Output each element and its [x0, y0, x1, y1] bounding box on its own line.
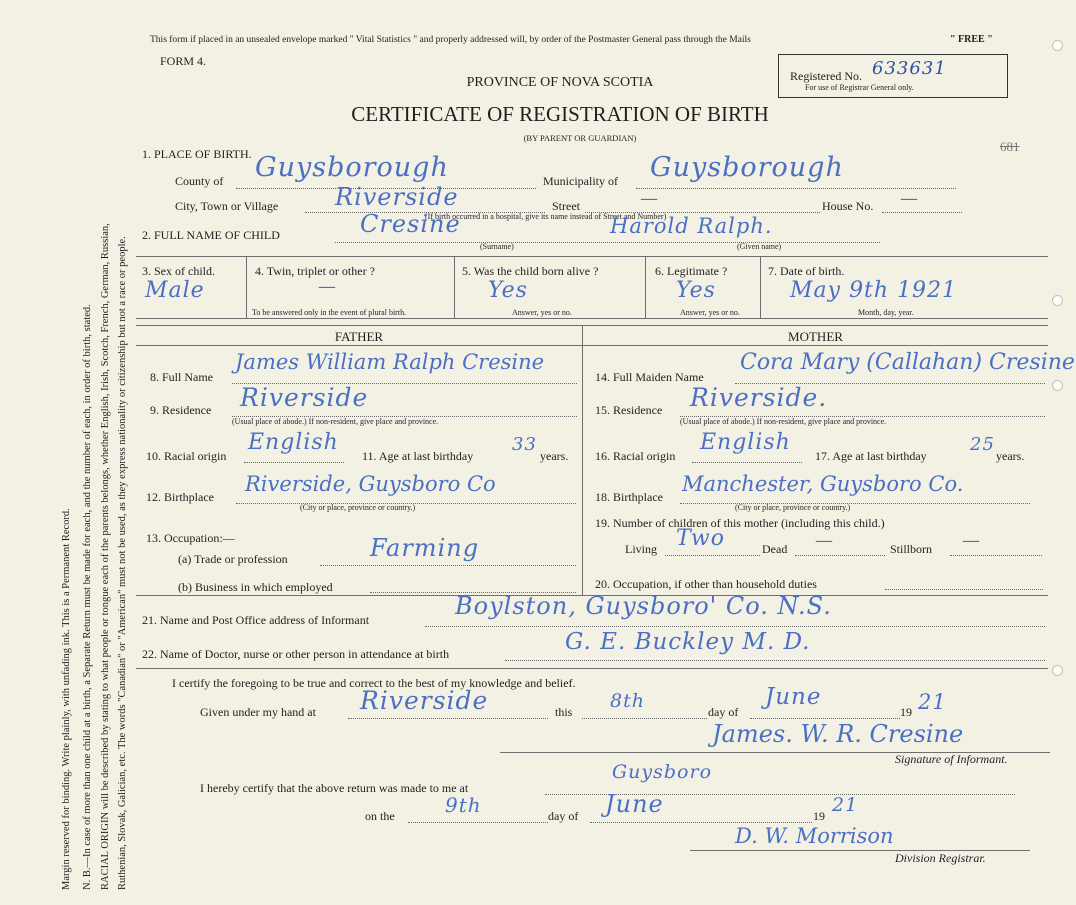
divider	[760, 256, 761, 318]
on-the-label: on the	[365, 809, 395, 823]
divider	[246, 256, 247, 318]
stillborn-line	[950, 555, 1042, 556]
doctor-label: 22. Name of Doctor, nurse or other person in attendance at birth	[142, 647, 450, 661]
stamp-number: 681	[1000, 139, 1020, 154]
divider	[645, 256, 646, 318]
county-label: County of	[175, 174, 224, 188]
legitimate-note: Answer, yes or no.	[680, 308, 740, 317]
occupation-label: 13. Occupation:—	[146, 531, 235, 545]
registrar-note: For use of Registrar General only.	[805, 83, 914, 92]
rule	[136, 256, 1048, 257]
doctor-value: G. E. Buckley M. D.	[565, 629, 811, 655]
mother-racial-label: 16. Racial origin	[595, 449, 676, 463]
certify-month: June	[765, 684, 822, 710]
binding-hole	[1052, 295, 1063, 306]
father-name-label: 8. Full Name	[150, 370, 213, 384]
sex-label: 3. Sex of child.	[142, 264, 215, 278]
city-value: Riverside	[335, 183, 459, 211]
father-birthplace-label: 12. Birthplace	[146, 490, 214, 504]
trade-label: (a) Trade or profession	[178, 552, 288, 566]
certify-day: 8th	[610, 690, 645, 712]
certify-day-of-label: day of	[708, 705, 739, 719]
county-value: Guysborough	[255, 152, 449, 183]
registered-number: 633631	[872, 58, 947, 79]
free-label: " FREE "	[950, 34, 993, 45]
dead-label: Dead	[762, 542, 788, 556]
twin-note: To be answered only in the event of plural birth.	[252, 308, 407, 317]
certify-year: 21	[918, 690, 947, 714]
margin-note-multiple-births: N. B.—In case of more than one child at a birth, a Separate Return must be made for each, and the number of each, in order of birth, stated.	[82, 304, 93, 890]
father-racial-label: 10. Racial origin	[146, 449, 227, 463]
binding-hole	[1052, 380, 1063, 391]
mother-birthplace-line	[680, 503, 1030, 504]
divider	[454, 256, 455, 318]
alive-value: Yes	[488, 278, 528, 303]
child-given-name: Harold Ralph.	[610, 214, 773, 238]
father-residence-note: (Usual place of abode.) If non-resident, give place and province.	[232, 417, 439, 426]
margin-note-binding: Margin reserved for binding. Write plainly, with unfading ink. This is a Permanent Record.	[61, 508, 72, 890]
alive-note: Answer, yes or no.	[512, 308, 572, 317]
dead-line	[795, 555, 885, 556]
registrar-place: Guysboro	[612, 761, 713, 783]
place-of-birth-label: 1. PLACE OF BIRTH.	[142, 147, 252, 161]
birth-date-label: 7. Date of birth.	[768, 264, 845, 278]
municipality-value: Guysborough	[650, 152, 844, 183]
certify-day-line	[582, 718, 707, 719]
father-racial-value: English	[248, 430, 339, 455]
birth-date-value: May 9th 1921	[790, 278, 958, 303]
twin-value: —	[318, 276, 337, 297]
father-heading: FATHER	[334, 329, 384, 344]
municipality-label: Municipality of	[543, 174, 618, 188]
rule	[136, 325, 1048, 326]
registrar-day: 9th	[445, 793, 482, 817]
child-name-line	[335, 242, 880, 243]
given-place-line	[348, 718, 548, 719]
registrar-day-of-label: day of	[548, 809, 579, 823]
mother-birthplace-value: Manchester, Guysboro Co.	[682, 472, 964, 496]
living-label: Living	[625, 542, 657, 556]
child-name-label: 2. FULL NAME OF CHILD	[142, 228, 280, 242]
father-racial-line	[244, 462, 344, 463]
margin-note-racial-origin-2: Ruthenian, Slovak, Galician, etc. The words "Canadian" or "American" must not be used, as they express nationality or citizenship but not a race or people.	[117, 236, 128, 890]
informant-signature: James. W. R. Cresine	[712, 720, 964, 748]
mother-heading: MOTHER	[788, 329, 843, 344]
legitimate-value: Yes	[676, 278, 716, 303]
mother-name-value: Cora Mary (Callahan) Cresine	[740, 350, 1075, 375]
house-line	[882, 212, 962, 213]
province-heading: PROVINCE OF NOVA SCOTIA	[466, 75, 654, 90]
mother-racial-line	[692, 462, 802, 463]
birth-date-note: Month, day, year.	[858, 308, 914, 317]
house-label: House No.	[822, 199, 874, 213]
sex-value: Male	[145, 278, 205, 303]
form-number: FORM 4.	[160, 54, 207, 68]
rule	[136, 318, 1048, 319]
registered-label: Registered No.	[790, 69, 862, 83]
children-label: 19. Number of children of this mother (including this child.)	[595, 516, 885, 530]
alive-label: 5. Was the child born alive ?	[462, 264, 599, 278]
registrar-month-line	[590, 822, 812, 823]
this-label: this	[555, 705, 573, 719]
registrar-month: June	[605, 790, 664, 818]
mother-occupation-line	[885, 589, 1043, 590]
living-value: Two	[676, 526, 725, 551]
rule	[136, 345, 1048, 346]
father-years-label: years.	[540, 449, 569, 463]
binding-hole	[1052, 665, 1063, 676]
informant-label: 21. Name and Post Office address of Informant	[142, 613, 370, 627]
house-value: —	[900, 188, 919, 209]
stillborn-label: Stillborn	[890, 542, 933, 556]
mother-residence-value: Riverside.	[690, 383, 828, 412]
stillborn-value: —	[962, 530, 981, 551]
mail-note: This form if placed in an unsealed envelope marked " Vital Statistics " and properly addressed will, by order of the Postmaster General pass through the Mails	[150, 35, 751, 45]
mother-occupation-label: 20. Occupation, if other than household duties	[595, 577, 817, 591]
father-age-label: 11. Age at last birthday	[362, 449, 474, 463]
certify-statement: I certify the foregoing to be true and correct to the best of my knowledge and belief.	[172, 676, 576, 690]
binding-hole	[1052, 40, 1063, 51]
twin-label: 4. Twin, triplet or other ?	[255, 264, 375, 278]
city-label: City, Town or Village	[175, 199, 279, 213]
registrar-year: 21	[832, 794, 859, 816]
father-age-value: 33	[512, 434, 537, 455]
surname-note: (Surname)	[480, 242, 514, 251]
registrar-signature: D. W. Morrison	[735, 824, 894, 848]
trade-value: Farming	[370, 534, 480, 562]
father-mother-divider	[582, 325, 583, 595]
doctor-line	[505, 660, 1045, 661]
mother-age-value: 25	[970, 434, 995, 455]
legitimate-label: 6. Legitimate ?	[655, 264, 728, 278]
mother-residence-note: (Usual place of abode.) If non-resident, give place and province.	[680, 417, 887, 426]
father-residence-label: 9. Residence	[150, 403, 212, 417]
page-title: CERTIFICATE OF REGISTRATION OF BIRTH	[351, 102, 769, 126]
mother-name-label: 14. Full Maiden Name	[595, 370, 704, 384]
given-place: Riverside	[360, 686, 489, 715]
informant-signature-caption: Signature of Informant.	[895, 752, 1008, 766]
mother-birthplace-label: 18. Birthplace	[595, 490, 663, 504]
given-note: (Given name)	[737, 242, 782, 251]
mother-birthplace-note: (City or place, province or country.)	[735, 503, 851, 512]
father-birthplace-note: (City or place, province or country.)	[300, 503, 416, 512]
given-under-label: Given under my hand at	[200, 705, 316, 719]
registrar-statement: I hereby certify that the above return was made to me at	[200, 781, 469, 795]
rule	[136, 668, 1048, 669]
father-birthplace-value: Riverside, Guysboro Co	[245, 472, 496, 496]
mother-residence-label: 15. Residence	[595, 403, 663, 417]
father-name-value: James William Ralph Cresine	[235, 350, 545, 374]
street-value: —	[640, 188, 659, 209]
mother-age-label: 17. Age at last birthday	[815, 449, 927, 463]
informant-line	[425, 626, 1045, 627]
certify-year-prefix: 19	[900, 705, 912, 719]
informant-value: Boylston, Guysboro' Co. N.S.	[455, 592, 832, 620]
dead-value: —	[815, 530, 834, 551]
child-surname: Cresine	[360, 210, 461, 238]
registrar-caption: Division Registrar.	[895, 851, 986, 865]
trade-line	[320, 565, 576, 566]
mother-racial-value: English	[700, 430, 791, 455]
hospital-note: (If birth occurred in a hospital, give its name instead of Street and Number)	[425, 212, 667, 221]
certify-month-line	[750, 718, 900, 719]
living-line	[665, 555, 760, 556]
mother-years-label: years.	[996, 449, 1025, 463]
margin-note-racial-origin: RACIAL ORIGIN will be described by stating to what people or tongue each of the parents belongs, whether English, Irish, Scotch, French, German, Russian,	[100, 223, 111, 890]
registrar-year-prefix: 19	[813, 809, 825, 823]
page-subtitle: (BY PARENT OR GUARDIAN)	[523, 133, 637, 143]
father-residence-value: Riverside	[240, 383, 369, 412]
business-label: (b) Business in which employed	[178, 580, 333, 594]
registrar-day-line	[408, 822, 548, 823]
street-label: Street	[552, 199, 580, 213]
